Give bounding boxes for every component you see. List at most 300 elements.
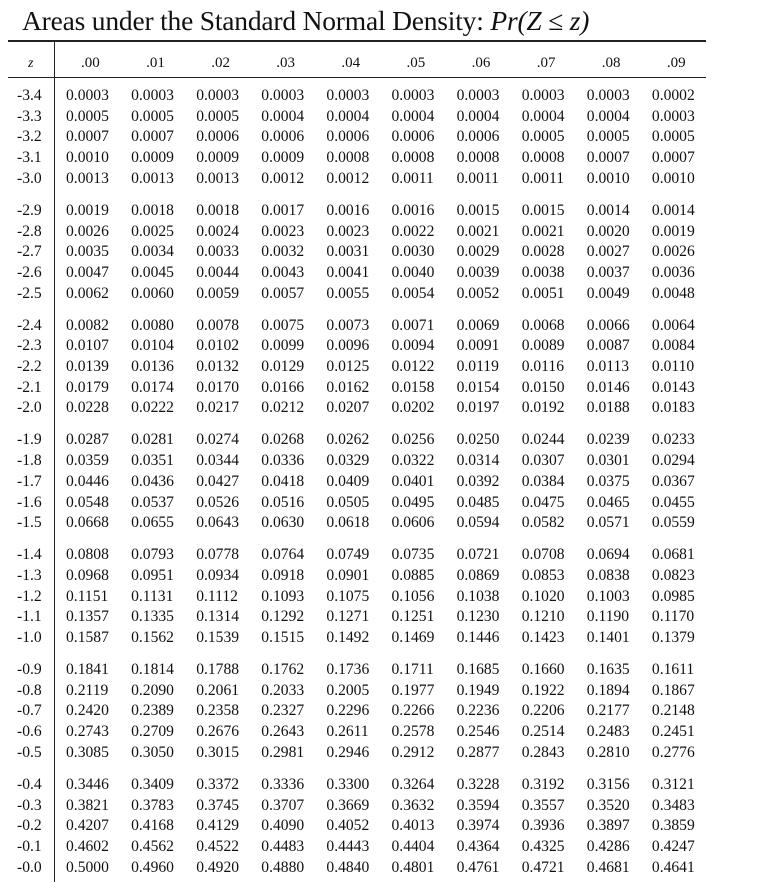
probability-cell: 0.0014 xyxy=(651,201,695,219)
probability-cell: 0.1251 xyxy=(391,608,435,626)
probability-cell: 0.0004 xyxy=(391,107,435,125)
probability-cell: 0.3783 xyxy=(131,796,174,814)
probability-cell: 0.0084 xyxy=(651,337,695,355)
probability-cell: 0.0158 xyxy=(391,378,435,396)
probability-cell: 0.0054 xyxy=(391,284,435,302)
probability-cell: 0.3859 xyxy=(651,817,695,835)
probability-cell: 0.0010 xyxy=(586,169,630,187)
column-header: .03 xyxy=(276,55,296,71)
probability-cell: 0.0073 xyxy=(326,316,370,334)
probability-cell: 0.1922 xyxy=(521,681,565,699)
probability-cell: 0.2119 xyxy=(66,681,109,699)
z-value: -3.2 xyxy=(17,128,42,146)
probability-cell: 0.1469 xyxy=(391,629,435,646)
probability-cell: 0.0027 xyxy=(586,243,630,261)
z-value: -2.9 xyxy=(17,201,42,219)
probability-cell: 0.1788 xyxy=(196,661,240,678)
z-value: -1.5 xyxy=(17,514,42,532)
column-header: .04 xyxy=(341,55,361,71)
probability-cell: 0.4207 xyxy=(66,817,109,835)
probability-cell: 0.2514 xyxy=(521,723,565,741)
probability-cell: 0.0239 xyxy=(586,431,630,449)
probability-cell: 0.0030 xyxy=(391,243,435,261)
probability-cell: 0.0314 xyxy=(456,452,500,470)
probability-cell: 0.0004 xyxy=(586,107,630,125)
probability-cell: 0.1314 xyxy=(196,608,240,626)
probability-cell: 0.0091 xyxy=(456,337,500,355)
z-value: -2.1 xyxy=(17,378,42,396)
probability-cell: 0.0668 xyxy=(66,514,109,532)
column-header: .08 xyxy=(601,55,621,71)
probability-cell: 0.0015 xyxy=(456,201,500,219)
probability-cell: 0.0170 xyxy=(196,378,240,396)
probability-cell: 0.0044 xyxy=(196,263,240,281)
probability-cell: 0.0009 xyxy=(196,149,240,167)
probability-cell: 0.4880 xyxy=(261,858,305,876)
probability-cell: 0.0059 xyxy=(196,284,240,302)
probability-cell: 0.0465 xyxy=(586,493,630,511)
probability-cell: 0.0013 xyxy=(131,169,174,187)
probability-cell: 0.0129 xyxy=(261,358,305,375)
probability-cell: 0.0007 xyxy=(131,128,174,146)
probability-cell: 0.4562 xyxy=(131,837,174,855)
probability-cell: 0.0008 xyxy=(456,149,500,167)
probability-cell: 0.0006 xyxy=(326,128,370,146)
probability-cell: 0.0036 xyxy=(651,263,695,281)
probability-cell: 0.2776 xyxy=(651,743,695,761)
probability-cell: 0.2643 xyxy=(261,723,305,741)
probability-cell: 0.0918 xyxy=(261,566,305,584)
probability-cell: 0.1230 xyxy=(456,608,500,626)
probability-cell: 0.3121 xyxy=(651,775,695,793)
probability-cell: 0.2877 xyxy=(456,743,500,761)
probability-cell: 0.0708 xyxy=(521,546,565,564)
z-column-header: z xyxy=(28,56,34,71)
probability-cell: 0.0049 xyxy=(586,284,630,302)
probability-cell: 0.0116 xyxy=(521,358,564,375)
probability-cell: 0.2236 xyxy=(456,702,500,720)
z-value: -2.7 xyxy=(17,243,42,261)
probability-cell: 0.0012 xyxy=(261,169,305,187)
probability-cell: 0.2061 xyxy=(196,681,240,699)
probability-cell: 0.0015 xyxy=(521,201,565,219)
probability-cell: 0.0005 xyxy=(196,107,240,125)
column-header: .02 xyxy=(211,55,230,71)
column-header: .06 xyxy=(471,55,491,71)
probability-cell: 0.3632 xyxy=(391,796,435,814)
probability-cell: 0.0244 xyxy=(521,431,565,449)
probability-cell: 0.0040 xyxy=(391,263,435,281)
probability-cell: 0.0005 xyxy=(651,128,695,146)
probability-cell: 0.0336 xyxy=(261,452,305,470)
probability-cell: 0.2177 xyxy=(586,702,630,720)
z-value: -0.1 xyxy=(17,837,42,855)
probability-cell: 0.0089 xyxy=(521,337,565,355)
probability-cell: 0.2296 xyxy=(326,702,370,720)
probability-cell: 0.0485 xyxy=(456,493,500,511)
probability-cell: 0.0582 xyxy=(521,514,565,532)
probability-cell: 0.0778 xyxy=(196,546,240,564)
probability-cell: 0.0287 xyxy=(66,431,109,449)
probability-cell: 0.0035 xyxy=(66,243,109,261)
probability-cell: 0.0885 xyxy=(391,566,435,584)
z-value: -1.6 xyxy=(17,493,42,511)
probability-cell: 0.0749 xyxy=(326,546,370,564)
probability-cell: 0.2578 xyxy=(391,723,435,741)
z-value: -1.8 xyxy=(17,452,42,470)
probability-cell: 0.0007 xyxy=(586,149,630,167)
probability-cell: 0.3974 xyxy=(456,817,500,835)
probability-cell: 0.0066 xyxy=(586,316,630,334)
probability-cell: 0.0010 xyxy=(651,169,695,187)
probability-cell: 0.0594 xyxy=(456,514,500,532)
probability-cell: 0.1112 xyxy=(196,587,238,605)
probability-cell: 0.0808 xyxy=(66,546,109,564)
probability-cell: 0.1379 xyxy=(651,629,695,646)
probability-cell: 0.0007 xyxy=(66,128,109,146)
z-value: -0.9 xyxy=(17,661,42,678)
probability-cell: 0.0250 xyxy=(456,431,500,449)
probability-cell: 0.0003 xyxy=(456,87,500,104)
probability-cell: 0.0005 xyxy=(586,128,630,146)
probability-cell: 0.0495 xyxy=(391,493,435,511)
probability-cell: 0.0055 xyxy=(326,284,370,302)
probability-cell: 0.3669 xyxy=(326,796,370,814)
probability-cell: 0.0032 xyxy=(261,243,305,261)
probability-cell: 0.0548 xyxy=(66,493,109,511)
probability-cell: 0.0183 xyxy=(651,399,695,417)
z-value: -2.0 xyxy=(17,399,42,417)
probability-cell: 0.3336 xyxy=(261,775,305,793)
probability-cell: 0.0004 xyxy=(521,107,565,125)
probability-cell: 0.0132 xyxy=(196,358,240,375)
probability-cell: 0.0559 xyxy=(651,514,695,532)
probability-cell: 0.0136 xyxy=(131,358,174,375)
probability-cell: 0.0951 xyxy=(131,566,174,584)
probability-cell: 0.0764 xyxy=(261,546,305,564)
probability-cell: 0.1611 xyxy=(651,661,695,678)
probability-cell: 0.0351 xyxy=(131,452,174,470)
z-value: -2.5 xyxy=(17,284,42,302)
probability-cell: 0.0537 xyxy=(131,493,174,511)
probability-cell: 0.0003 xyxy=(586,87,630,104)
probability-cell: 0.2358 xyxy=(196,702,240,720)
probability-cell: 0.0068 xyxy=(521,316,565,334)
probability-cell: 0.4247 xyxy=(651,837,695,855)
probability-cell: 0.4013 xyxy=(391,817,435,835)
probability-cell: 0.0505 xyxy=(326,493,370,511)
probability-cell: 0.1635 xyxy=(586,661,630,678)
probability-cell: 0.1075 xyxy=(326,587,370,605)
probability-cell: 0.0080 xyxy=(131,316,174,334)
probability-cell: 0.0107 xyxy=(66,337,109,355)
probability-cell: 0.3156 xyxy=(586,775,630,793)
probability-cell: 0.0003 xyxy=(196,87,240,104)
probability-cell: 0.0006 xyxy=(456,128,500,146)
probability-cell: 0.0006 xyxy=(391,128,435,146)
probability-cell: 0.0004 xyxy=(261,107,305,125)
probability-cell: 0.2546 xyxy=(456,723,500,741)
probability-cell: 0.0113 xyxy=(586,358,630,375)
probability-cell: 0.0384 xyxy=(521,472,565,490)
z-value: -1.7 xyxy=(17,472,42,490)
z-value: -3.3 xyxy=(17,107,42,125)
probability-cell: 0.0019 xyxy=(651,222,695,240)
probability-cell: 0.0359 xyxy=(66,452,109,470)
probability-cell: 0.4840 xyxy=(326,858,370,876)
probability-cell: 0.0281 xyxy=(131,431,174,449)
probability-cell: 0.0125 xyxy=(326,358,370,375)
probability-cell: 0.0179 xyxy=(66,378,109,396)
column-header: .09 xyxy=(666,55,686,71)
header-rule xyxy=(8,77,706,78)
probability-cell: 0.0630 xyxy=(261,514,305,532)
probability-cell: 0.0062 xyxy=(66,284,109,302)
probability-cell: 0.2709 xyxy=(131,723,174,741)
probability-cell: 0.0968 xyxy=(66,566,109,584)
probability-cell: 0.2611 xyxy=(326,723,369,741)
probability-cell: 0.3936 xyxy=(521,817,565,835)
probability-cell: 0.0005 xyxy=(521,128,565,146)
z-value: -1.2 xyxy=(17,587,42,605)
probability-cell: 0.0104 xyxy=(131,337,174,355)
probability-cell: 0.0102 xyxy=(196,337,240,355)
probability-cell: 0.0694 xyxy=(586,546,630,564)
probability-cell: 0.4920 xyxy=(196,858,240,876)
probability-cell: 0.0025 xyxy=(131,222,174,240)
probability-cell: 0.4522 xyxy=(196,837,240,855)
probability-cell: 0.0038 xyxy=(521,263,565,281)
probability-cell: 0.0901 xyxy=(326,566,370,584)
probability-cell: 0.1814 xyxy=(131,661,174,678)
probability-cell: 0.0033 xyxy=(196,243,240,261)
probability-cell: 0.4641 xyxy=(651,858,695,876)
probability-cell: 0.0838 xyxy=(586,566,630,584)
probability-cell: 0.0655 xyxy=(131,514,174,532)
probability-cell: 0.4483 xyxy=(261,837,305,855)
probability-cell: 0.1515 xyxy=(261,629,305,646)
probability-cell: 0.1949 xyxy=(456,681,500,699)
probability-cell: 0.0099 xyxy=(261,337,305,355)
probability-cell: 0.0008 xyxy=(521,149,565,167)
probability-cell: 0.0003 xyxy=(391,87,435,104)
probability-cell: 0.1660 xyxy=(521,661,565,678)
probability-cell: 0.4960 xyxy=(131,858,174,876)
z-value: -1.9 xyxy=(17,431,42,449)
probability-cell: 0.1292 xyxy=(261,608,305,626)
probability-cell: 0.0154 xyxy=(456,378,500,396)
probability-cell: 0.0143 xyxy=(651,378,695,396)
probability-cell: 0.0375 xyxy=(586,472,630,490)
probability-cell: 0.0082 xyxy=(66,316,109,334)
probability-cell: 0.0009 xyxy=(131,149,174,167)
probability-cell: 0.0643 xyxy=(196,514,240,532)
probability-cell: 0.0014 xyxy=(586,201,630,219)
probability-cell: 0.0005 xyxy=(131,107,174,125)
z-value: -0.2 xyxy=(17,817,42,835)
probability-cell: 0.0150 xyxy=(521,378,565,396)
probability-cell: 0.0401 xyxy=(391,472,435,490)
probability-cell: 0.1539 xyxy=(196,629,240,646)
probability-cell: 0.1423 xyxy=(521,629,565,646)
column-header: .00 xyxy=(81,55,100,71)
probability-cell: 0.0367 xyxy=(651,472,695,490)
probability-cell: 0.0606 xyxy=(391,514,435,532)
probability-cell: 0.4602 xyxy=(66,837,109,855)
z-value: -0.8 xyxy=(17,681,42,699)
z-value: -1.1 xyxy=(17,608,42,626)
probability-cell: 0.3300 xyxy=(326,775,370,793)
probability-cell: 0.2981 xyxy=(261,743,305,761)
column-header: .05 xyxy=(406,55,426,71)
probability-cell: 0.0096 xyxy=(326,337,370,355)
probability-cell: 0.0011 xyxy=(456,169,499,187)
probability-cell: 0.3409 xyxy=(131,775,174,793)
z-value: -1.4 xyxy=(17,546,42,564)
probability-cell: 0.4721 xyxy=(521,858,565,876)
probability-cell: 0.2206 xyxy=(521,702,565,720)
z-value: -3.1 xyxy=(17,149,42,167)
probability-cell: 0.2483 xyxy=(586,723,630,741)
probability-cell: 0.3483 xyxy=(651,796,695,814)
probability-cell: 0.0475 xyxy=(521,493,565,511)
probability-cell: 0.0003 xyxy=(66,87,109,104)
probability-cell: 0.0071 xyxy=(391,316,435,334)
probability-cell: 0.0516 xyxy=(261,493,305,511)
probability-cell: 0.1711 xyxy=(391,661,434,678)
probability-cell: 0.0004 xyxy=(326,107,370,125)
probability-cell: 0.1335 xyxy=(131,608,174,626)
probability-cell: 0.2090 xyxy=(131,681,174,699)
probability-cell: 0.3745 xyxy=(196,796,240,814)
probability-cell: 0.0008 xyxy=(391,149,435,167)
probability-cell: 0.5000 xyxy=(66,858,109,876)
probability-cell: 0.0122 xyxy=(391,358,435,375)
z-value: -2.2 xyxy=(17,358,42,375)
probability-cell: 0.0735 xyxy=(391,546,435,564)
probability-cell: 0.0020 xyxy=(586,222,630,240)
probability-cell: 0.0455 xyxy=(651,493,695,511)
probability-cell: 0.0146 xyxy=(586,378,630,396)
probability-cell: 0.3821 xyxy=(66,796,109,814)
probability-cell: 0.0985 xyxy=(651,587,695,605)
probability-cell: 0.0069 xyxy=(456,316,500,334)
probability-cell: 0.3520 xyxy=(586,796,630,814)
probability-cell: 0.0119 xyxy=(456,358,499,375)
probability-cell: 0.0013 xyxy=(196,169,240,187)
probability-cell: 0.0057 xyxy=(261,284,305,302)
probability-cell: 0.3446 xyxy=(66,775,109,793)
probability-cell: 0.2912 xyxy=(391,743,435,761)
z-value: -2.6 xyxy=(17,263,42,281)
z-value: -0.0 xyxy=(17,858,42,876)
z-value: -0.4 xyxy=(17,775,42,793)
probability-cell: 0.4052 xyxy=(326,817,370,835)
probability-cell: 0.0110 xyxy=(651,358,695,375)
probability-cell: 0.4090 xyxy=(261,817,305,835)
probability-cell: 0.0344 xyxy=(196,452,240,470)
probability-cell: 0.3015 xyxy=(196,743,240,761)
probability-cell: 0.4364 xyxy=(456,837,500,855)
probability-cell: 0.0268 xyxy=(261,431,305,449)
probability-cell: 0.0028 xyxy=(521,243,565,261)
probability-cell: 0.0139 xyxy=(66,358,109,375)
probability-cell: 0.0094 xyxy=(391,337,435,355)
probability-cell: 0.3594 xyxy=(456,796,500,814)
probability-cell: 0.0024 xyxy=(196,222,240,240)
probability-cell: 0.1271 xyxy=(326,608,370,626)
probability-cell: 0.2327 xyxy=(261,702,305,720)
probability-cell: 0.3050 xyxy=(131,743,174,761)
probability-cell: 0.2810 xyxy=(586,743,630,761)
probability-cell: 0.1093 xyxy=(261,587,305,605)
probability-cell: 0.0041 xyxy=(326,263,370,281)
probability-cell: 0.1587 xyxy=(66,629,109,646)
probability-cell: 0.1841 xyxy=(66,661,109,678)
probability-cell: 0.0003 xyxy=(261,87,305,104)
probability-cell: 0.0004 xyxy=(456,107,500,125)
probability-cell: 0.1492 xyxy=(326,629,370,646)
probability-cell: 0.0016 xyxy=(391,201,435,219)
probability-cell: 0.0017 xyxy=(261,201,305,219)
probability-cell: 0.0853 xyxy=(521,566,565,584)
probability-cell: 0.0793 xyxy=(131,546,174,564)
probability-cell: 0.1131 xyxy=(131,587,174,605)
probability-cell: 0.0005 xyxy=(66,107,109,125)
probability-cell: 0.2005 xyxy=(326,681,370,699)
probability-cell: 0.0228 xyxy=(66,399,109,417)
probability-cell: 0.4168 xyxy=(131,817,174,835)
probability-cell: 0.0934 xyxy=(196,566,240,584)
probability-cell: 0.0021 xyxy=(521,222,565,240)
probability-cell: 0.2148 xyxy=(651,702,695,720)
probability-cell: 0.0294 xyxy=(651,452,695,470)
probability-cell: 0.0202 xyxy=(391,399,435,417)
probability-cell: 0.0064 xyxy=(651,316,695,334)
z-value: -0.3 xyxy=(17,796,42,814)
probability-cell: 0.0043 xyxy=(261,263,305,281)
probability-cell: 0.0052 xyxy=(456,284,500,302)
probability-cell: 0.0002 xyxy=(651,87,695,104)
z-value: -2.8 xyxy=(17,222,42,240)
probability-cell: 0.2946 xyxy=(326,743,370,761)
probability-cell: 0.3264 xyxy=(391,775,435,793)
probability-cell: 0.0022 xyxy=(391,222,435,240)
probability-cell: 0.0823 xyxy=(651,566,695,584)
probability-cell: 0.0222 xyxy=(131,399,174,417)
probability-cell: 0.0060 xyxy=(131,284,174,302)
top-rule xyxy=(8,40,706,42)
probability-cell: 0.0571 xyxy=(586,514,630,532)
probability-cell: 0.0026 xyxy=(651,243,695,261)
probability-cell: 0.1736 xyxy=(326,661,370,678)
probability-cell: 0.0078 xyxy=(196,316,240,334)
probability-cell: 0.0048 xyxy=(651,284,695,302)
probability-cell: 0.0188 xyxy=(586,399,630,417)
probability-cell: 0.1401 xyxy=(586,629,630,646)
probability-cell: 0.3372 xyxy=(196,775,240,793)
probability-cell: 0.0010 xyxy=(66,149,109,167)
probability-cell: 0.0045 xyxy=(131,263,174,281)
probability-cell: 0.0016 xyxy=(326,201,370,219)
page-title xyxy=(22,4,589,38)
z-column-divider xyxy=(54,41,55,882)
probability-cell: 0.4325 xyxy=(521,837,565,855)
probability-cell: 0.1357 xyxy=(66,608,109,626)
probability-cell: 0.1210 xyxy=(521,608,565,626)
probability-cell: 0.1170 xyxy=(651,608,695,626)
probability-cell: 0.0011 xyxy=(391,169,434,187)
